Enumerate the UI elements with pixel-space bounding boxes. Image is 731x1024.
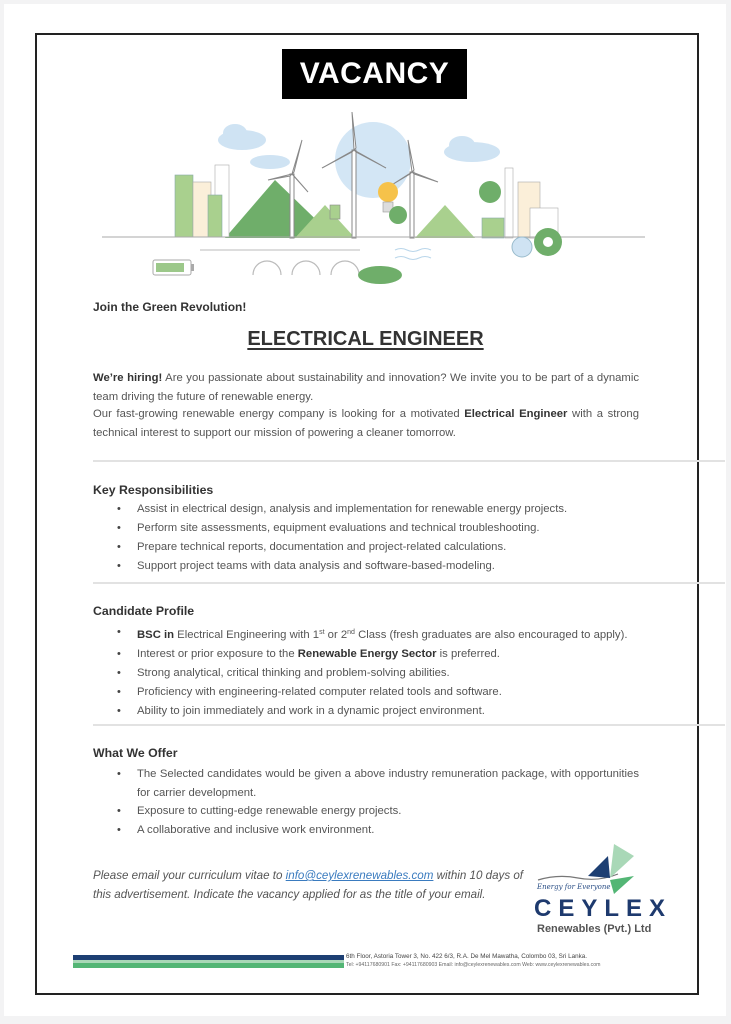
list-item: • Proficiency with engineering-related computer related tools and software. xyxy=(117,683,628,702)
company-tagline: Energy for Everyone xyxy=(537,883,611,891)
battery-icon xyxy=(153,260,194,275)
list-item: • Interest or prior exposure to the Renewable Energy Sector is preferred. xyxy=(117,645,628,664)
plug-icon xyxy=(330,205,340,219)
company-address: 6th Floor, Astoria Tower 3, No. 422 6/3, R.A. De Mel Mawatha, Colombo 03, Sri Lanka. xyxy=(346,953,588,960)
list-item: • Strong analytical, critical thinking and problem-solving abilities. xyxy=(117,664,628,683)
company-contact: Tel: +94117680901 Fax: +94117680903 Email: info@ceylexrenewables.com Web: www.ceylexrenewables.com xyxy=(346,962,601,968)
application-instructions: Please email your curriculum vitae to info@ceylexrenewables.com within 10 days of this advertisement. Indicate the vacancy applied for as the title of your email. xyxy=(93,869,524,901)
section-divider xyxy=(93,582,725,584)
vacancy-badge: VACANCY xyxy=(282,49,467,99)
renewable-energy-illustration xyxy=(90,110,656,285)
profile-heading: Candidate Profile xyxy=(93,604,195,618)
list-item: • Prepare technical reports, documentation and project-related calculations. xyxy=(117,538,567,557)
list-item: • Ability to join immediately and work in a dynamic project environment. xyxy=(117,702,628,721)
offer-list xyxy=(117,765,639,840)
intro-paragraph: We’re hiring! Are you passionate about sustainability and innovation? We invite you to be part of a dynamic team driving the future of renewable energy. xyxy=(93,372,639,403)
tree-icon xyxy=(389,206,407,224)
list-item: • The Selected candidates would be given a above industry remuneration package, with opportunities for carrier development. xyxy=(117,765,639,802)
responsibilities-list xyxy=(117,500,567,576)
job-title: ELECTRICAL ENGINEER xyxy=(247,328,484,350)
offer-heading: What We Offer xyxy=(93,746,178,760)
profile-list xyxy=(117,623,628,721)
responsibilities-heading: Key Responsibilities xyxy=(93,483,214,497)
company-paragraph: Our fast-growing renewable energy company is looking for a motivated Electrical Engineer with a strong technical interest to support our mission of powering a cleaner tomorrow. xyxy=(93,408,639,439)
gear-icon xyxy=(512,237,532,257)
list-item: • A collaborative and inclusive work environment. xyxy=(117,821,639,840)
wind-turbine-icon xyxy=(268,112,438,238)
list-item: • Exposure to cutting-edge renewable energy projects. xyxy=(117,802,639,821)
list-item: • Assist in electrical design, analysis and implementation for renewable energy projects. xyxy=(117,500,567,519)
section-divider xyxy=(93,460,725,462)
tagline-heading: Join the Green Revolution! xyxy=(93,300,247,314)
list-item: • Support project teams with data analysis and software-based-modeling. xyxy=(117,557,567,576)
list-item: • Perform site assessments, equipment evaluations and technical troubleshooting. xyxy=(117,519,567,538)
footer-bar-green xyxy=(73,963,344,968)
email-link[interactable]: info@ceylexrenewables.com xyxy=(285,869,434,882)
list-item: • BSC in Electrical Engineering with 1st or 2nd Class (fresh graduates are also encouraged to apply). xyxy=(117,623,628,645)
section-divider xyxy=(93,724,725,726)
company-name: CEYLEX xyxy=(534,895,673,922)
bush-icon xyxy=(358,266,402,284)
company-subname: Renewables (Pvt.) Ltd xyxy=(537,923,652,935)
